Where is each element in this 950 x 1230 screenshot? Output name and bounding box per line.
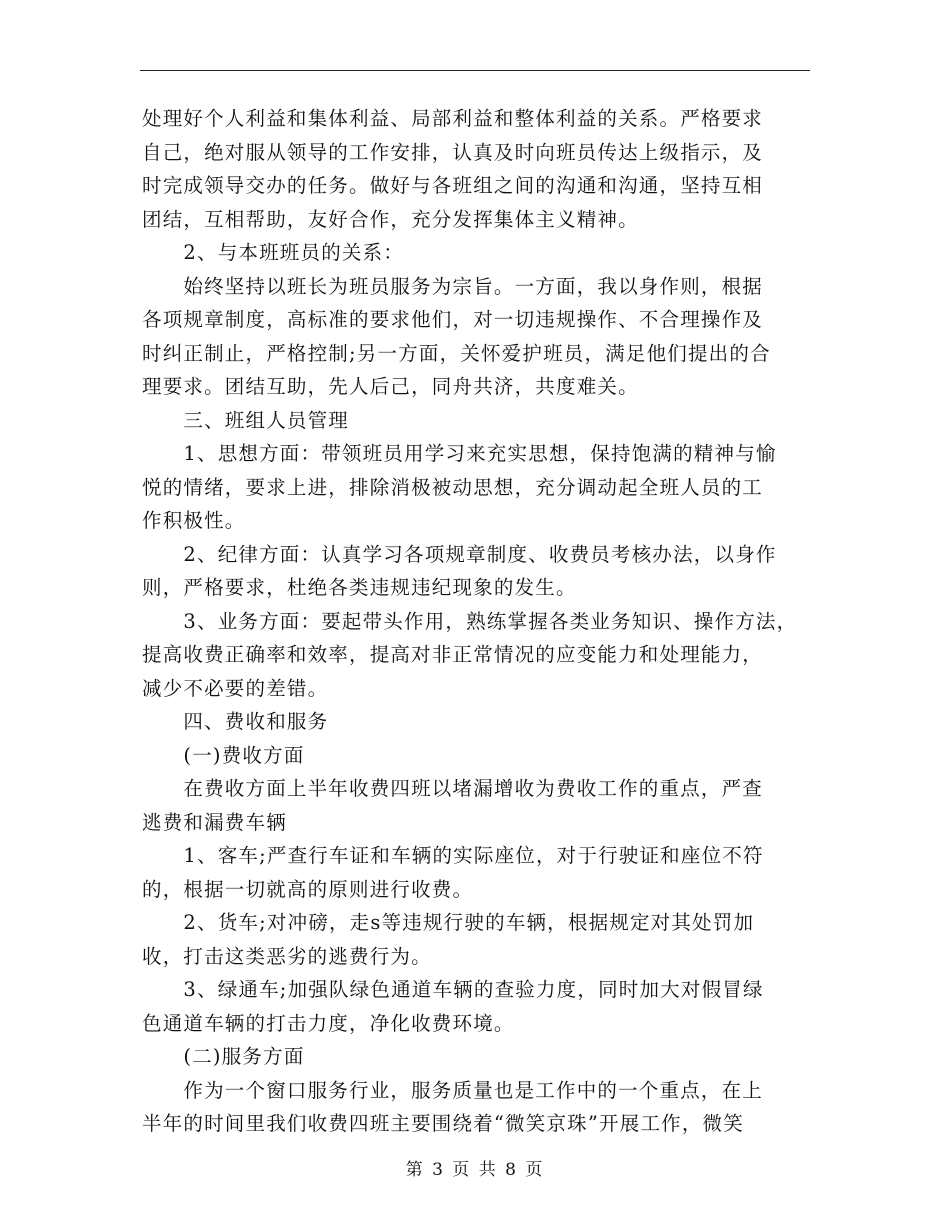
text-line: 1、思想方面：带领班员用学习来充实思想，保持饱满的精神与愉	[142, 442, 777, 465]
text-line: 色通道车辆的打击力度，净化收费环境。	[142, 1012, 515, 1035]
text-line: 时完成领导交办的任务。做好与各班组之间的沟通和沟通，坚持互相	[142, 174, 764, 197]
text-line: 1、客车;严查行车证和车辆的实际座位，对于行驶证和座位不符	[142, 844, 764, 867]
text-line: 处理好个人利益和集体利益、局部利益和整体利益的关系。严格要求	[142, 107, 764, 130]
text-line: 自己，绝对服从领导的工作安排，认真及时向班员传达上级指示，及	[142, 141, 764, 164]
text-line: 半年的时间里我们收费四班主要围绕着“微笑京珠”开展工作，微笑	[142, 1112, 744, 1135]
text-line: 在费收方面上半年收费四班以堵漏增收为费收工作的重点，严查	[142, 777, 764, 800]
text-line: 3、绿通车;加强队绿色通道车辆的查验力度，同时加大对假冒绿	[142, 978, 764, 1001]
text-line: 2、货车;对冲磅，走s等违规行驶的车辆，根据规定对其处罚加	[142, 911, 755, 934]
header-rule	[140, 70, 810, 71]
text-line: 理要求。团结互助，先人后己，同舟共济，共度难关。	[142, 375, 639, 398]
text-line: 逃费和漏费车辆	[142, 811, 287, 834]
text-line: (一)费收方面	[142, 744, 305, 767]
text-line: 作积极性。	[142, 509, 246, 532]
text-line: 3、业务方面：要起带头作用，熟练掌握各类业务知识、操作方法，	[142, 610, 798, 633]
text-line: 三、班组人员管理	[142, 409, 350, 432]
text-line: 悦的情绪，要求上进，排除消极被动思想，充分调动起全班人员的工	[142, 476, 764, 499]
text-line: 各项规章制度，高标准的要求他们，对一切违规操作、不合理操作及	[142, 308, 764, 331]
text-line: 2、与本班班员的关系：	[142, 241, 405, 264]
text-line: 团结，互相帮助，友好合作，充分发挥集体主义精神。	[142, 208, 639, 231]
text-line: 时纠正制止，严格控制;另一方面，关怀爱护班员，满足他们提出的合	[142, 342, 771, 365]
text-line: 则，严格要求，杜绝各类违规违纪现象的发生。	[142, 576, 577, 599]
text-line: 收，打击这类恶劣的逃费行为。	[142, 945, 432, 968]
text-line: 始终坚持以班长为班员服务为宗旨。一方面，我以身作则，根据	[142, 275, 764, 298]
text-line: 2、纪律方面：认真学习各项规章制度、收费员考核办法，以身作	[142, 543, 777, 566]
text-line: (二)服务方面	[142, 1045, 305, 1068]
page-number-footer: 第 3 页 共 8 页	[405, 1160, 545, 1180]
text-line: 四、费收和服务	[142, 710, 329, 733]
text-line: 的，根据一切就高的原则进行收费。	[142, 878, 474, 901]
text-line: 作为一个窗口服务行业，服务质量也是工作中的一个重点，在上	[142, 1079, 764, 1102]
text-line: 减少不必要的差错。	[142, 677, 329, 700]
text-line: 提高收费正确率和效率，提高对非正常情况的应变能力和处理能力，	[142, 643, 764, 666]
